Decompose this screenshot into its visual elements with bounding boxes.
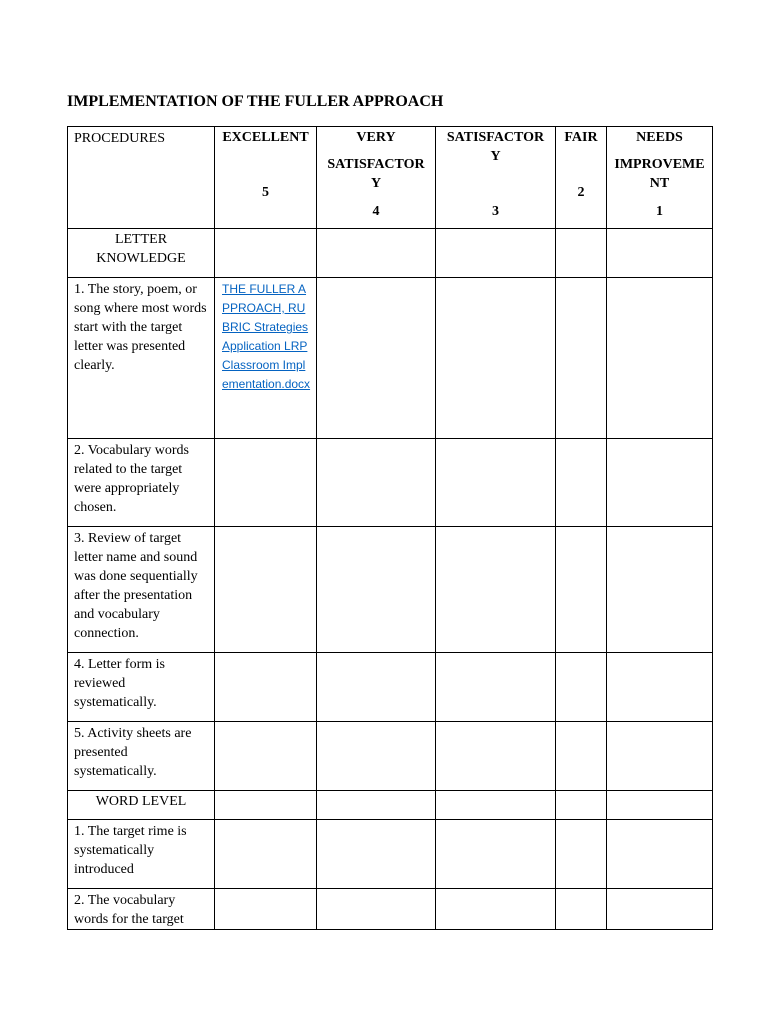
procedure-cell: 1. The target rime is systematically introduced <box>68 820 215 889</box>
header-very-satisfactory: VERY SATISFACTOR Y 4 <box>317 127 436 229</box>
rating-cell[interactable] <box>556 278 607 439</box>
rating-cell[interactable] <box>607 820 713 889</box>
rating-cell[interactable] <box>317 820 436 889</box>
rating-cell[interactable] <box>436 889 556 930</box>
table-row <box>68 653 713 722</box>
rating-cell[interactable] <box>215 229 317 278</box>
rating-cell[interactable] <box>556 820 607 889</box>
rating-cell[interactable] <box>607 229 713 278</box>
section-word-level: WORD LEVEL <box>68 791 215 820</box>
rating-cell[interactable] <box>317 889 436 930</box>
rating-cell[interactable] <box>215 722 317 791</box>
procedure-cell: 3. Review of target letter name and sound was done sequentially after the presentation and vocabulary connection. <box>68 527 215 653</box>
rating-cell[interactable] <box>215 653 317 722</box>
header-fair: FAIR 2 <box>556 127 607 229</box>
rating-cell[interactable] <box>607 722 713 791</box>
rating-cell[interactable] <box>556 229 607 278</box>
table-row <box>68 439 713 527</box>
rating-cell[interactable] <box>317 527 436 653</box>
rating-cell[interactable] <box>317 653 436 722</box>
table-row <box>68 889 713 930</box>
rating-cell[interactable] <box>317 791 436 820</box>
rating-cell[interactable] <box>556 889 607 930</box>
rating-cell[interactable] <box>215 439 317 527</box>
rating-cell[interactable] <box>436 791 556 820</box>
rating-cell[interactable] <box>436 653 556 722</box>
procedure-cell: 4. Letter form is reviewed systematically. <box>68 653 215 722</box>
table-row <box>68 278 713 439</box>
rating-cell[interactable] <box>436 820 556 889</box>
section-row-word-level <box>68 791 713 820</box>
header-row <box>68 127 713 229</box>
rating-cell[interactable] <box>556 722 607 791</box>
rating-cell[interactable] <box>215 527 317 653</box>
rating-cell[interactable] <box>215 791 317 820</box>
rating-cell[interactable] <box>436 278 556 439</box>
rating-cell[interactable] <box>317 229 436 278</box>
rating-cell[interactable] <box>215 889 317 930</box>
section-row-letter-knowledge <box>68 229 713 278</box>
rating-cell[interactable] <box>215 278 317 439</box>
rating-cell[interactable] <box>436 527 556 653</box>
rating-cell[interactable] <box>607 278 713 439</box>
table-row <box>68 527 713 653</box>
page-title: IMPLEMENTATION OF THE FULLER APPROACH <box>67 93 444 110</box>
procedure-cell: 2. The vocabulary words for the target <box>68 889 215 930</box>
rating-cell[interactable] <box>556 527 607 653</box>
rubric-table <box>67 126 713 930</box>
header-satisfactory: SATISFACTOR Y 3 <box>436 127 556 229</box>
procedure-cell: 1. The story, poem, or song where most words start with the target letter was presented clearly. <box>68 278 215 439</box>
table-row <box>68 722 713 791</box>
rating-cell[interactable] <box>317 722 436 791</box>
header-excellent: EXCELLENT 5 <box>215 127 317 229</box>
rating-cell[interactable] <box>317 439 436 527</box>
table-row <box>68 820 713 889</box>
rating-cell[interactable] <box>436 229 556 278</box>
document-link[interactable]: THE FULLER APPROACH, RUBRIC Strategies Application LRP Classroom Implementation.docx <box>222 282 311 391</box>
procedure-cell: 5. Activity sheets are presented systematically. <box>68 722 215 791</box>
rating-cell[interactable] <box>607 653 713 722</box>
rating-cell[interactable] <box>607 527 713 653</box>
procedure-cell: 2. Vocabulary words related to the target were appropriately chosen. <box>68 439 215 527</box>
rating-cell[interactable] <box>607 791 713 820</box>
rating-cell[interactable] <box>556 439 607 527</box>
rating-cell[interactable] <box>215 820 317 889</box>
rating-cell[interactable] <box>607 889 713 930</box>
header-needs-improvement: NEEDS IMPROVEME NT 1 <box>607 127 713 229</box>
rating-cell[interactable] <box>607 439 713 527</box>
rating-cell[interactable] <box>436 439 556 527</box>
section-letter-knowledge: LETTER KNOWLEDGE <box>68 229 215 278</box>
rating-cell[interactable] <box>556 791 607 820</box>
rating-cell[interactable] <box>436 722 556 791</box>
rating-cell[interactable] <box>556 653 607 722</box>
rating-cell[interactable] <box>317 278 436 439</box>
header-procedures: PROCEDURES <box>68 127 215 229</box>
